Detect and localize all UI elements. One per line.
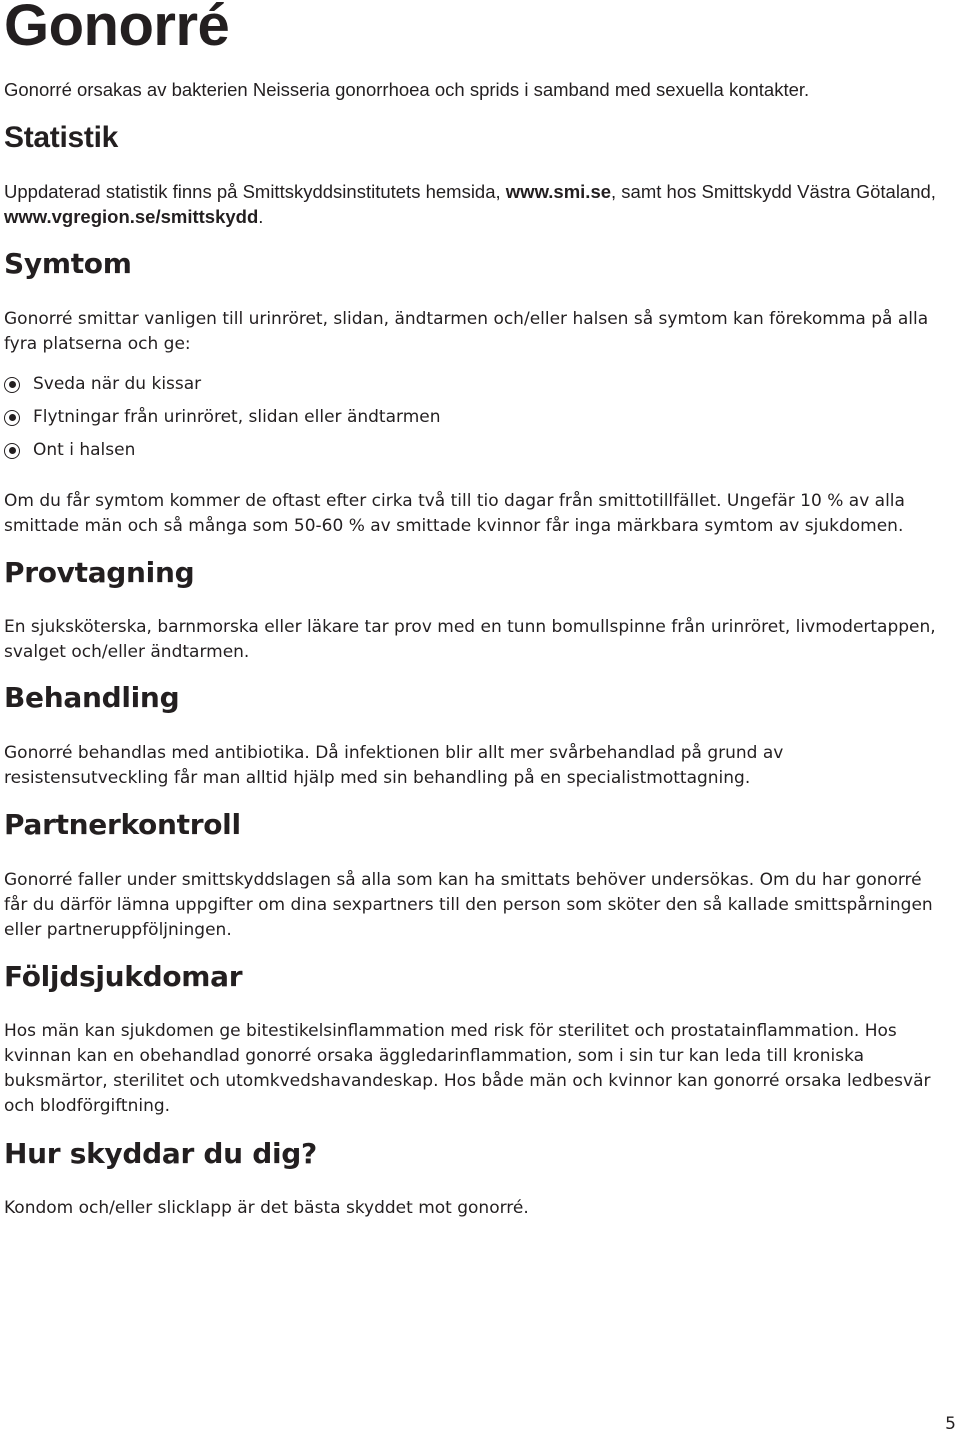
list-item [4, 434, 949, 467]
statistik-text-before: Uppdaterad statistik finns på Smittskyddsinstitutets hemsida, [4, 181, 506, 202]
intro-paragraph: Gonorré orsakas av bakterien Neisseria gonorrhoea och sprids i samband med sexuella kontakter. [4, 79, 810, 100]
statistik-paragraph [4, 179, 949, 229]
list-item-text: Ont i halsen [33, 440, 136, 460]
heading-behandling: Behandling [4, 681, 180, 714]
list-item [4, 401, 949, 434]
foljdsjukdomar-block [4, 1019, 949, 1119]
behandling-paragraph: Gonorré behandlas med antibiotika. Då infektionen blir allt mer svårbehandlad på grund av resistensutveckling får man alltid hjälp med sin behandling på en specialistmottagning. [4, 743, 784, 788]
skydd-block [4, 1196, 949, 1221]
symtom-outro-block [4, 489, 949, 539]
partnerkontroll-paragraph: Gonorré faller under smittskyddslagen så alla som kan ha smittats behöver undersökas. Om du har gonorré får du därför lämna uppgifter om dina sexpartners till den person som sköter den så kallade smittspårningen eller partneruppföljningen. [4, 870, 933, 940]
intro-paragraph-block [4, 77, 949, 102]
statistik-text-after: . [258, 206, 264, 227]
foljdsjukdomar-paragraph: Hos män kan sjukdomen ge bitestikelsinflammation med risk för sterilitet och prostatainflammation. Hos kvinnan kan en obehandlad gonorré orsaka äggledarinflammation, som i sin tur kan leda till kroniska buksmärtor, sterilitet och utomkvedshavandeskap. Hos både män och kvinnor kan gonorré orsaka ledbesvär och blodförgiftning. [4, 1021, 931, 1116]
smi-link[interactable]: www.smi.se [505, 181, 612, 202]
page-number: 5 [945, 1414, 956, 1434]
heading-partnerkontroll: Partnerkontroll [4, 808, 241, 841]
heading-provtagning: Provtagning [4, 556, 195, 589]
skydd-paragraph: Kondom och/eller slicklapp är det bästa skyddet mot gonorré. [4, 1198, 529, 1218]
symtom-intro-block [4, 307, 949, 357]
heading-symtom: Symtom [4, 247, 132, 280]
symtom-list-block [4, 368, 949, 467]
heading-foljdsjukdomar: Följdsjukdomar [4, 960, 243, 993]
bullet-circle-icon [4, 410, 20, 426]
heading-statistik: Statistik [4, 121, 119, 154]
symtom-outro-paragraph: Om du får symtom kommer de oftast efter cirka två till tio dagar från smittotillfället. Ungefär 10 % av alla smittade män och så många som 50-60 % av smittade kvinnor får inga märkbara symtom av sjukdomen. [4, 491, 905, 536]
provtagning-block [4, 615, 949, 665]
symptom-list [4, 368, 949, 467]
vgregion-link[interactable]: www.vgregion.se/smittskydd [4, 206, 259, 227]
bullet-circle-icon [4, 377, 20, 393]
provtagning-paragraph: En sjuksköterska, barnmorska eller läkare tar prov med en tunn bomullspinne från urinröret, livmodertappen, svalget och/eller ändtarmen. [4, 617, 936, 662]
page-title: Gonorré [4, 0, 230, 58]
partnerkontroll-block [4, 868, 949, 943]
behandling-block [4, 741, 949, 791]
list-item [4, 368, 949, 401]
symtom-intro-paragraph: Gonorré smittar vanligen till urinröret, slidan, ändtarmen och/eller halsen så symtom kan förekomma på alla fyra platserna och ge: [4, 309, 929, 354]
statistik-text-middle: , samt hos Smittskydd Västra Götaland, [611, 181, 936, 202]
list-item-text: Flytningar från urinröret, slidan eller ändtarmen [33, 407, 441, 427]
statistik-paragraph-block [4, 179, 949, 229]
bullet-circle-icon [4, 443, 20, 459]
heading-skydd: Hur skyddar du dig? [4, 1137, 317, 1170]
list-item-text: Sveda när du kissar [33, 374, 202, 394]
